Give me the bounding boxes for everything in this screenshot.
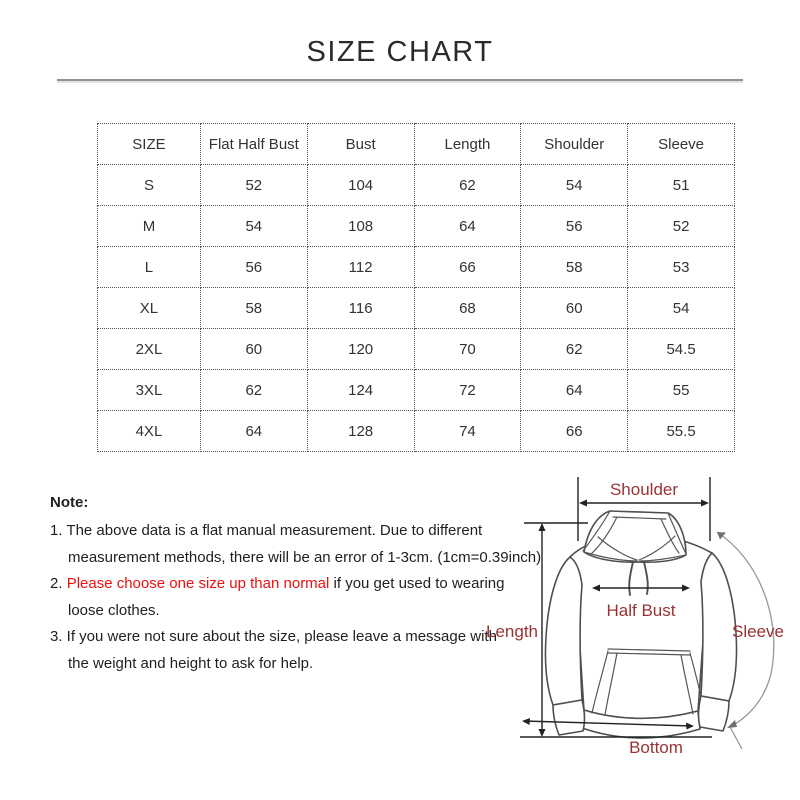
table-body bbox=[98, 165, 735, 452]
value-cell: 120 bbox=[307, 329, 414, 370]
value-cell: 56 bbox=[521, 206, 628, 247]
value-cell: 68 bbox=[414, 288, 521, 329]
value-cell: 62 bbox=[200, 370, 307, 411]
size-cell: S bbox=[98, 165, 201, 206]
table-row-l bbox=[98, 247, 735, 288]
value-cell: 54 bbox=[521, 165, 628, 206]
note-line-2b: loose clothes. bbox=[68, 601, 160, 619]
value-cell: 54 bbox=[200, 206, 307, 247]
value-cell: 52 bbox=[628, 206, 735, 247]
value-cell: 64 bbox=[521, 370, 628, 411]
value-cell: 60 bbox=[521, 288, 628, 329]
table-row-2xl bbox=[98, 329, 735, 370]
value-cell: 104 bbox=[307, 165, 414, 206]
size-cell: 3XL bbox=[98, 370, 201, 411]
shoulder-label: Shoulder bbox=[609, 480, 679, 499]
note-line-2a bbox=[50, 571, 540, 598]
size-cell: 2XL bbox=[98, 329, 201, 370]
value-cell: 56 bbox=[200, 247, 307, 288]
value-cell: 74 bbox=[414, 411, 521, 452]
table-head bbox=[98, 124, 735, 165]
table-header-row bbox=[98, 124, 735, 165]
sleeve-label: Sleeve bbox=[732, 622, 784, 641]
value-cell: 64 bbox=[200, 411, 307, 452]
value-cell: 64 bbox=[414, 206, 521, 247]
value-cell: 124 bbox=[307, 370, 414, 411]
value-cell: 55 bbox=[628, 370, 735, 411]
note-line-1b: measurement methods, there will be an error of 1-3cm. (1cm=0.39inch) bbox=[68, 548, 542, 566]
value-cell: 66 bbox=[414, 247, 521, 288]
size-cell: 4XL bbox=[98, 411, 201, 452]
value-cell: 58 bbox=[521, 247, 628, 288]
note-line-3b: the weight and height to ask for help. bbox=[68, 654, 314, 672]
value-cell: 60 bbox=[200, 329, 307, 370]
note-2-prefix: 2. bbox=[50, 575, 67, 592]
size-cell: L bbox=[98, 247, 201, 288]
column-header-bust: Bust bbox=[307, 124, 414, 165]
column-header-size: SIZE bbox=[98, 124, 201, 165]
value-cell: 54.5 bbox=[628, 329, 735, 370]
notes-section bbox=[50, 494, 540, 677]
value-cell: 62 bbox=[521, 329, 628, 370]
value-cell: 62 bbox=[414, 165, 521, 206]
column-header-shoulder: Shoulder bbox=[521, 124, 628, 165]
notes-heading: Note: bbox=[50, 494, 89, 511]
value-cell: 52 bbox=[200, 165, 307, 206]
bottom-label: Bottom bbox=[629, 738, 683, 757]
value-cell: 51 bbox=[628, 165, 735, 206]
note-line-1a: 1. The above data is a flat manual measurement. Due to different bbox=[50, 522, 483, 539]
table-row-xl bbox=[98, 288, 735, 329]
value-cell: 128 bbox=[307, 411, 414, 452]
table-row-3xl bbox=[98, 370, 735, 411]
table-row-m bbox=[98, 206, 735, 247]
value-cell: 70 bbox=[414, 329, 521, 370]
value-cell: 55.5 bbox=[628, 411, 735, 452]
value-cell: 54 bbox=[628, 288, 735, 329]
note-2-highlight: Please choose one size up than normal bbox=[66, 575, 330, 592]
title-divider bbox=[57, 79, 743, 83]
value-cell: 72 bbox=[414, 370, 521, 411]
length-label: Length bbox=[486, 622, 538, 641]
size-cell: M bbox=[98, 206, 201, 247]
hoodie-measurement-diagram bbox=[480, 465, 800, 795]
value-cell: 108 bbox=[307, 206, 414, 247]
size-table bbox=[97, 123, 735, 452]
value-cell: 58 bbox=[200, 288, 307, 329]
half-bust-label: Half Bust bbox=[606, 601, 676, 620]
value-cell: 116 bbox=[307, 288, 414, 329]
column-header-sleeve: Sleeve bbox=[628, 124, 735, 165]
size-cell: XL bbox=[98, 288, 201, 329]
value-cell: 66 bbox=[521, 411, 628, 452]
column-header-length: Length bbox=[414, 124, 521, 165]
value-cell: 112 bbox=[307, 247, 414, 288]
note-line-3a: 3. If you were not sure about the size, please leave a message with bbox=[50, 628, 497, 645]
column-header-flat-half-bust: Flat Half Bust bbox=[200, 124, 307, 165]
value-cell: 53 bbox=[628, 247, 735, 288]
hoodie-drawing bbox=[545, 511, 736, 738]
table-row-s bbox=[98, 165, 735, 206]
page-title: SIZE CHART bbox=[306, 36, 494, 68]
note-2-suffix: if you get used to wearing bbox=[329, 575, 505, 592]
table-row-4xl bbox=[98, 411, 735, 452]
